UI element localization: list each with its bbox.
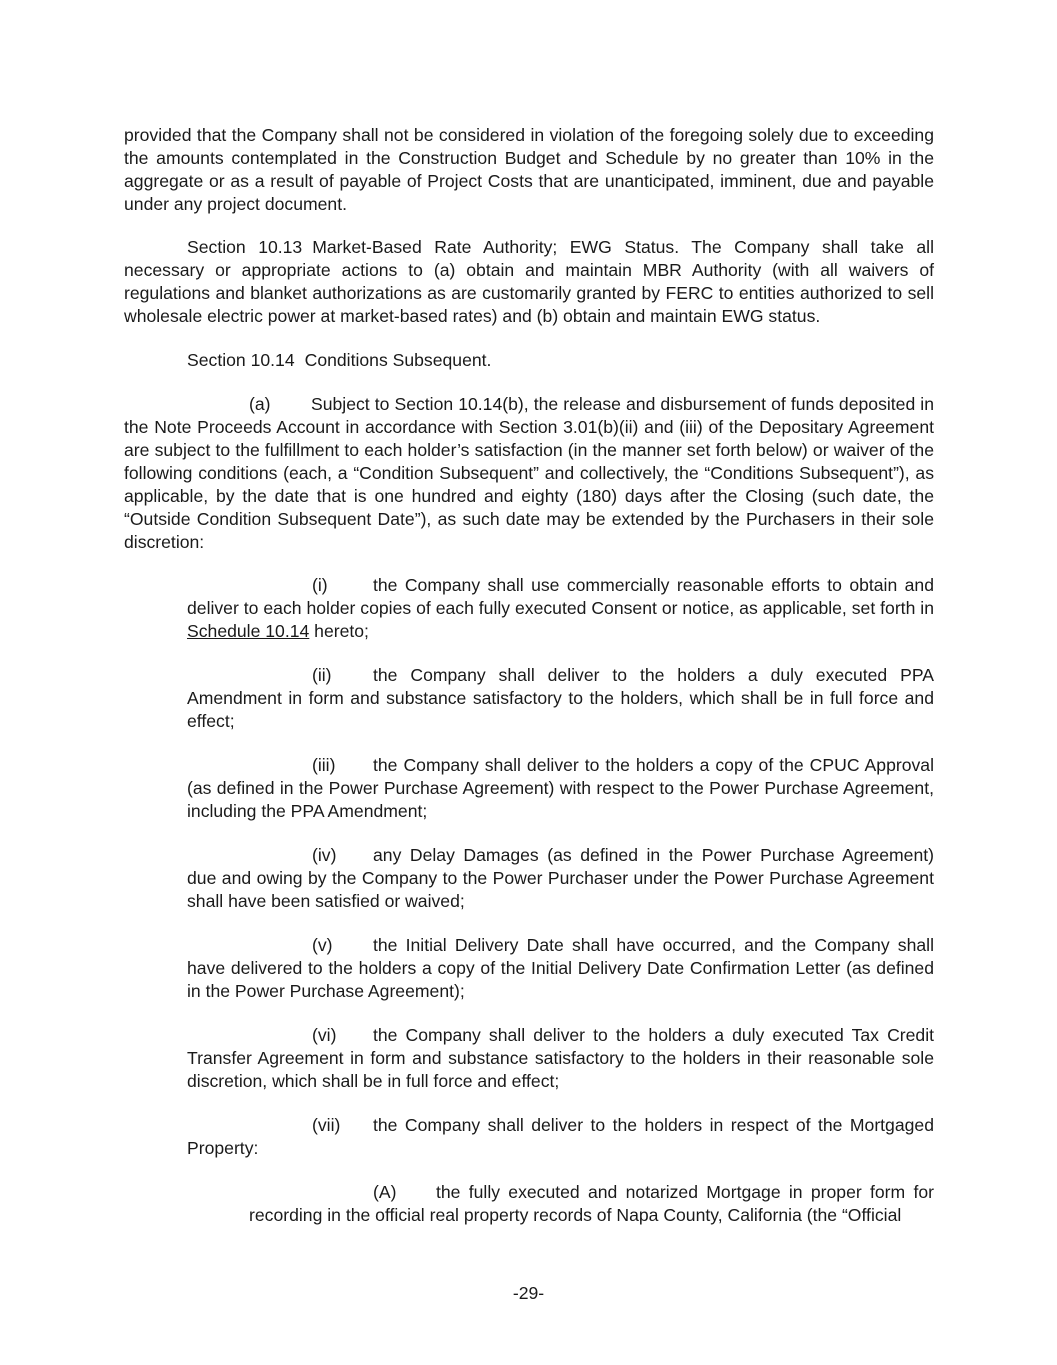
item-iii: (iii) the Company shall deliver to the holders a copy of the CPUC Approval (as defined in the Power Purchase Agreement) with respect to the Power Purchase Agreement, including the PPA Amendment; xyxy=(187,755,934,821)
item-ii: (ii) the Company shall deliver to the holders a duly executed PPA Amendment in form and substance satisfactory to the holders, which shall be in full force and effect; xyxy=(187,665,934,731)
paragraph-a xyxy=(124,393,934,554)
paragraph-a-text: Subject to Section 10.14(b), the release and disbursement of funds deposited in the Note Proceeds Account in accordance with Section 3.01(b)(ii) and (iii) of the Depositary Agreement are subject to the fulfillment to each holder’s satisfaction (in the manner set forth below) or waiver of the following conditions (each, a “Condition Subsequent” and collectively, the “Conditions Subsequent”), as applicable, by the date that is one hundred and eighty (180) days after the Closing (such date, the “Outside Condition Subsequent Date”), as such date may be extended by the Purchasers in their sole discretion: xyxy=(124,394,934,552)
item-iv-label: (iv) xyxy=(312,845,337,865)
item-ii-label: (ii) xyxy=(312,665,332,685)
section-10-14-heading-line: Section 10.14 Conditions Subsequent. xyxy=(187,350,492,370)
section-10-13-number: Section 10.13 xyxy=(187,237,303,257)
page-number: -29- xyxy=(512,1283,545,1303)
section-10-14-heading: Conditions Subsequent xyxy=(304,350,487,370)
paragraph-a-label: (a) xyxy=(249,394,271,414)
item-iv: (iv) any Delay Damages (as defined in the Power Purchase Agreement) due and owing by the Company to the Power Purchaser under the Power Purchase Agreement shall have been satisfied or waived; xyxy=(187,845,934,911)
item-vii: (vii) the Company shall deliver to the holders in respect of the Mortgaged Property: xyxy=(187,1115,934,1158)
section-10-14-number: Section 10.14 xyxy=(187,350,295,370)
schedule-10-14-link[interactable]: Schedule 10.14 xyxy=(187,621,310,641)
item-vii-label: (vii) xyxy=(312,1115,341,1135)
item-vi-label: (vi) xyxy=(312,1025,337,1045)
item-iii-label: (iii) xyxy=(312,755,336,775)
section-10-13-paragraph xyxy=(124,236,934,328)
item-v: (v) the Initial Delivery Date shall have occurred, and the Company shall have delivered to the holders a copy of the Initial Delivery Date Confirmation Letter (as defined in the Power Purchase Agreement); xyxy=(187,935,934,1001)
section-10-13-body: . The Company shall take all necessary or appropriate actions to (a) obtain and maintain MBR Authority (with all waivers of regulations and blanket authorizations as are customarily granted by FERC to entities authorized to sell wholesale electric power at market-based rates) and (b) obtain and maintain EWG status. xyxy=(124,237,935,326)
item-i-label: (i) xyxy=(312,575,328,595)
item-A-label: (A) xyxy=(373,1182,397,1202)
section-10-13-heading: Market-Based Rate Authority; EWG Status xyxy=(312,237,675,257)
item-vi: (vi) the Company shall deliver to the holders a duly executed Tax Credit Transfer Agreement in form and substance satisfactory to the holders in their reasonable sole discretion, which shall be in full force and effect; xyxy=(187,1025,934,1091)
item-i: (i) the Company shall use commercially reasonable efforts to obtain and deliver to each holder copies of each fully executed Consent or notice, as applicable, set forth in Schedule 10.14 hereto; xyxy=(187,575,934,641)
item-v-label: (v) xyxy=(312,935,333,955)
item-A: (A) the fully executed and notarized Mortgage in proper form for recording in the official real property records of Napa County, California (the “Official xyxy=(249,1182,934,1225)
intro-paragraph: provided that the Company shall not be considered in violation of the foregoing solely due to exceeding the amounts contemplated in the Construction Budget and Schedule by no greater than 10% in the aggregate or as a result of payable of Project Costs that are unanticipated, imminent, due and payable under any project document. xyxy=(124,125,934,214)
